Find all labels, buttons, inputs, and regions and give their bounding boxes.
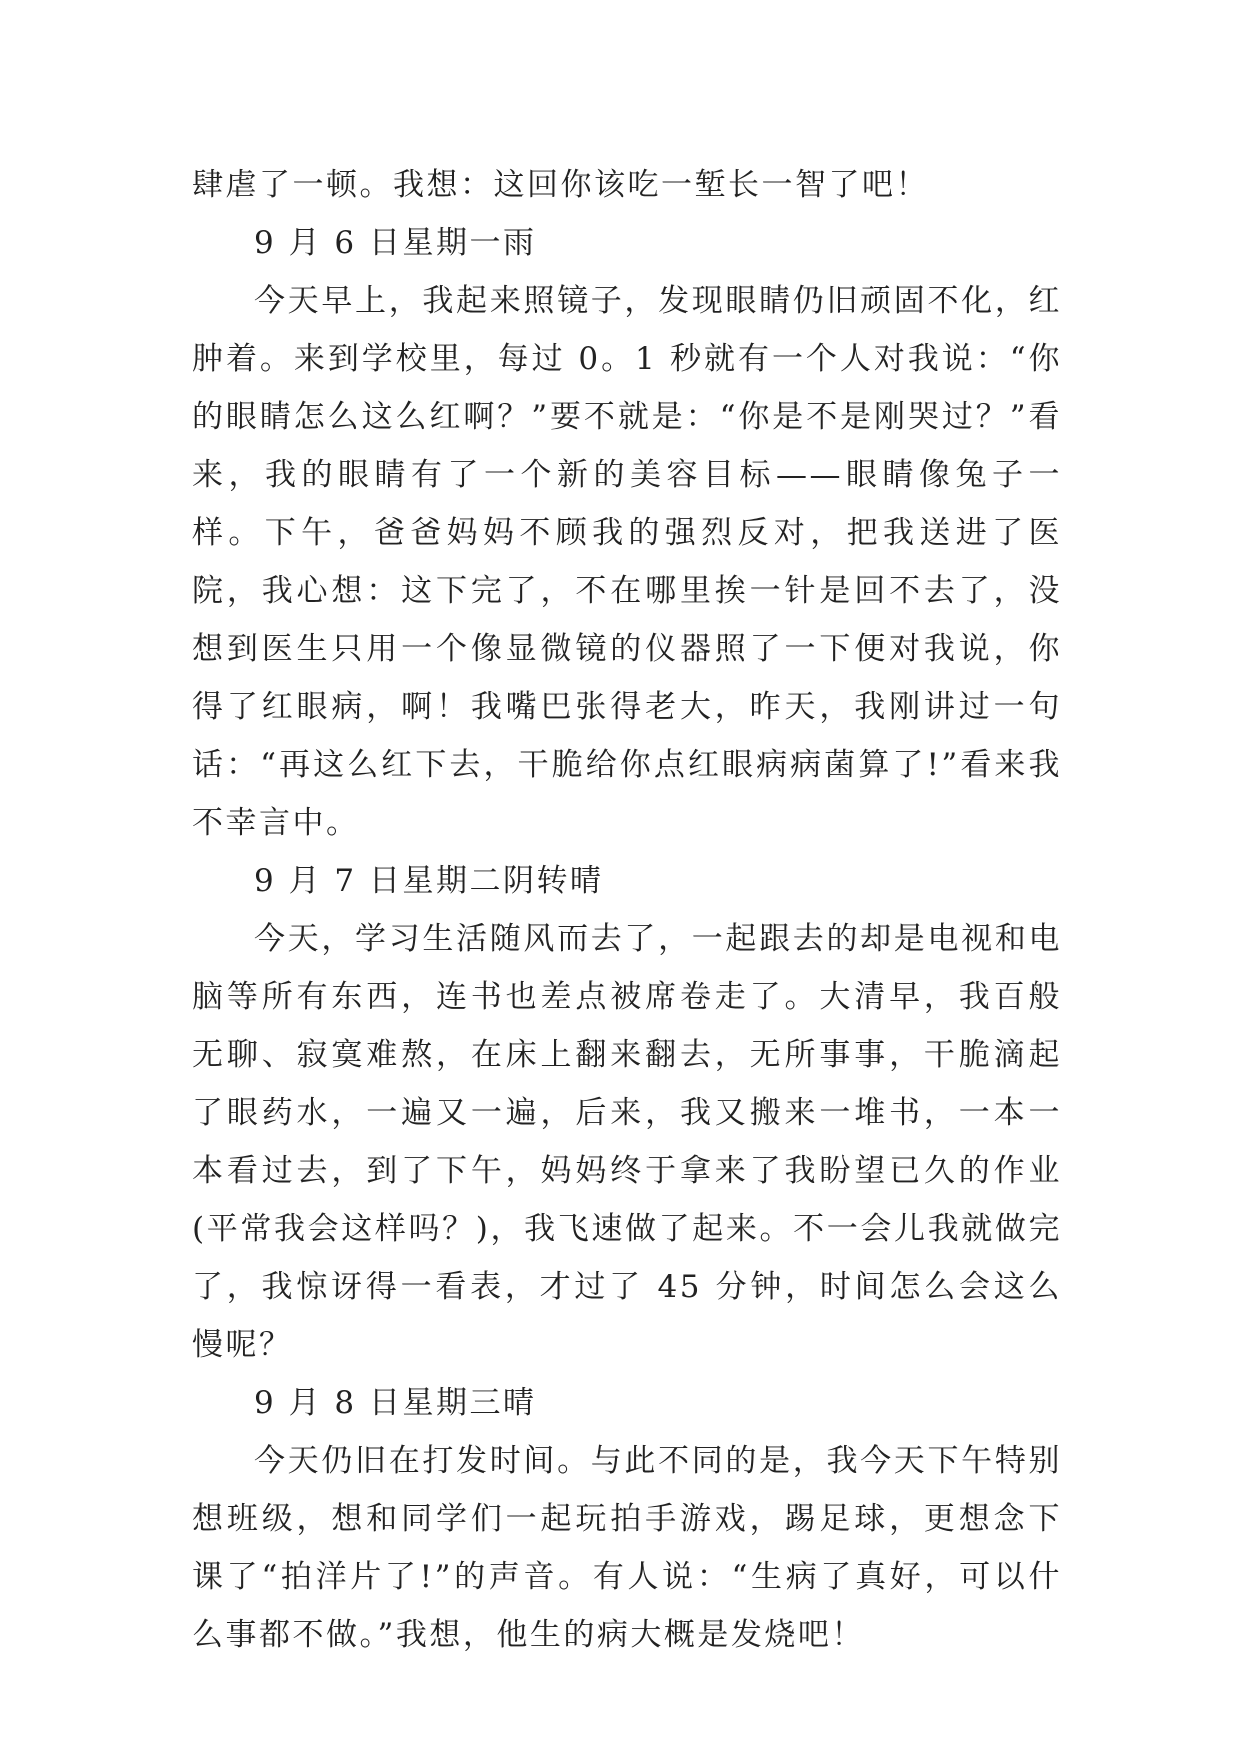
- document-body: [192, 156, 1062, 1664]
- diary-date-sep-7: 9 月 7 日星期二阴转晴: [254, 863, 604, 899]
- diary-date-sep-6: 9 月 6 日星期一雨: [254, 225, 537, 261]
- diary-entry-sep-6: 今天早上，我起来照镜子，发现眼睛仍旧顽固不化，红肿着。来到学校里，每过 0。1 秒就有一个人对我说：“你的眼睛怎么这么红啊？”要不就是：“你是不是刚哭过？”看来，我的眼睛有了一个新的美容目标——眼睛像兔子一样。下午，爸爸妈妈不顾我的强烈反对，把我送进了医院，我心想：这下完了，不在哪里挨一针是回不去了，没想到医生只用一个像显微镜的仪器照了一下便对我说，你得了红眼病，啊！我嘴巴张得老大，昨天，我刚讲过一句话：“再这么红下去，干脆给你点红眼病病菌算了!”看来我不幸言中。: [192, 283, 1062, 841]
- paragraph-continuation: 肆虐了一顿。我想：这回你该吃一堑长一智了吧！: [192, 167, 929, 203]
- diary-entry-sep-7: 今天，学习生活随风而去了，一起跟去的却是电视和电脑等所有东西，连书也差点被席卷走了。大清早，我百般无聊、寂寞难熬，在床上翻来翻去，无所事事，干脆滴起了眼药水，一遍又一遍，后来，我又搬来一堆书，一本一本看过去，到了下午，妈妈终于拿来了我盼望已久的作业(平常我会这样吗？)，我飞速做了起来。不一会儿我就做完了，我惊讶得一看表，才过了 45 分钟，时间怎么会这么慢呢？: [192, 921, 1062, 1363]
- diary-date-sep-8: 9 月 8 日星期三晴: [254, 1385, 537, 1421]
- diary-entry-sep-8: 今天仍旧在打发时间。与此不同的是，我今天下午特别想班级，想和同学们一起玩拍手游戏，踢足球，更想念下课了“拍洋片了!”的声音。有人说：“生病了真好，可以什么事都不做。”我想，他生的病大概是发烧吧！: [192, 1443, 1062, 1653]
